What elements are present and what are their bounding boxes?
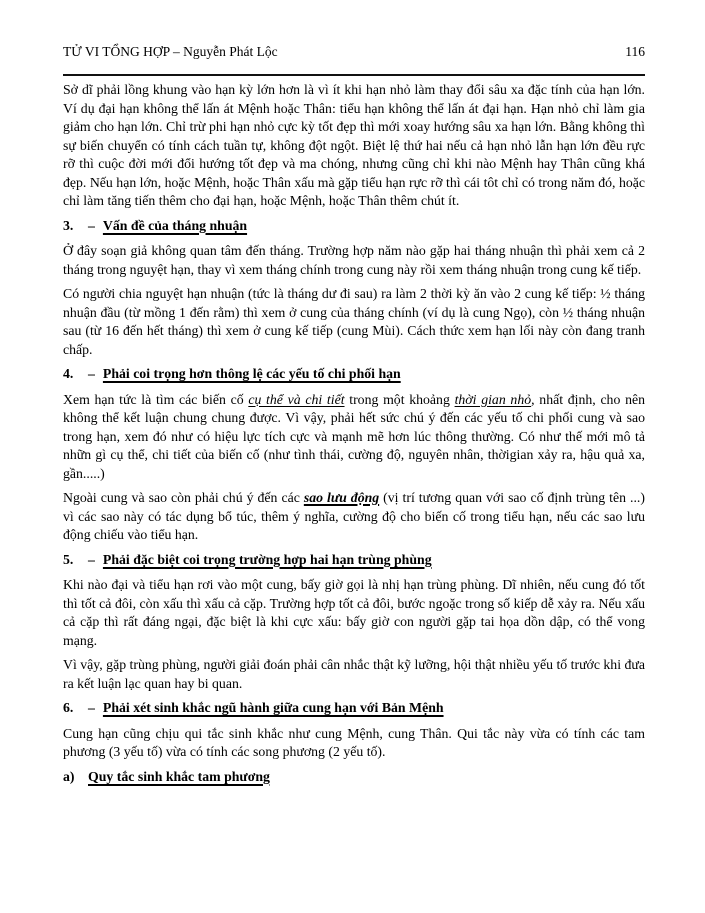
paragraph <box>63 489 645 545</box>
dash: – <box>88 366 95 381</box>
paragraph-text: Khi nào đại và tiểu hạn rơi vào một cung, bấy giờ gọi là nhị hạn trùng phùng. Dĩ nhiên, nếu cung đó tốt thì tốt cả đôi, còn xấu thì xấu cả cặp. Trường hợp tốt cả đôi, bước ngoặc trong số kiếp dễ xảy ra. Nếu xấu cả cặp thì rất đáng ngại, đặc biệt là khi cực xấu: bấy giờ con người gặp tai họa dồn dập, có thể vong mạng. <box>63 577 645 648</box>
subsection-heading-a <box>63 768 645 787</box>
paragraph <box>63 725 645 762</box>
paragraph <box>63 285 645 359</box>
section-number: 5. <box>63 551 74 567</box>
paragraph-text: , nhất định, cho nên không thể kết luận chung chung được. Vì vậy, phải hết sức chú ý đến các yếu tố chi phối cung và sao trong hạn, xem đó như có hiệu lực tích cực và mạnh mẽ hơn lúc thông thường. Có như thế mới mô tả nhữn gì cụ thể, chi tiết của biến cố (như tình thái, cường độ, nguyên nhân, thờigian xảy ra, hậu quả xa, gần.....) <box>63 391 645 481</box>
header-divider <box>63 74 645 76</box>
page-header <box>63 43 645 60</box>
section-heading-6 <box>63 699 645 718</box>
dash: – <box>88 551 95 567</box>
paragraph <box>63 242 645 279</box>
paragraph <box>63 656 645 693</box>
paragraph-text: Sở dĩ phải lồng khung vào hạn kỳ lớn hơn là vì ít khi hạn nhỏ làm thay đổi sâu xa đặc tính của hạn lớn. Ví dụ đại hạn không thể lấn át Mệnh hoặc Thân: tiểu hạn không thể lấn át đại hạn. Hạn nhỏ chỉ làm gia giảm cho hạn lớn. Chỉ trừ phi hạn nhỏ cực kỳ tốt đẹp thì mới xoay hướng sâu xa hạn lớn. Bằng không thì sự biến chuyển có tính cách tuần tự, không đột ngột. Biệt lệ thứ hai nếu cả hạn nhỏ lẫn hạn lớn đều rực rỡ thì cuộc đời mới đổi hướng tốt đẹp và ma chóng, nhưng cũng chỉ khi nào Mệnh hay Thân cũng khá đẹp. Nếu hạn lớn, hoặc Mệnh, hoặc Thân xấu mà gặp tiểu hạn rực rỡ thì cái tôt chỉ có trong năm đó, hoặc chỉ làm tăng tiến thêm cho đại hạn, hoặc Mệnh, hoặc Thân thêm chút ít. <box>63 82 645 208</box>
emphasized-phrase: thời gian nhỏ <box>454 391 532 407</box>
paragraph <box>63 576 645 650</box>
section-heading-5 <box>63 551 645 570</box>
paragraph-text: Xem hạn tức là tìm các biến cố <box>63 391 249 407</box>
paragraph-text: Ở đây soạn giả không quan tâm đến tháng. Trường hợp năm nào gặp hai tháng nhuận thì phải xem cả 2 tháng trong nguyệt hạn, thay vì xem tháng chính trong cung này rồi xem tháng nhuận trong cung kế tiếp. <box>63 243 645 277</box>
paragraph-text: Có người chia nguyệt hạn nhuận (tức là tháng dư đi sau) ra làm 2 thời kỳ ăn vào 2 cung kế tiếp: ½ tháng nhuận đầu (từ mồng 1 đến rằm) thì xem ở cung của tháng chính (ví dụ là cung Ngọ), còn ½ tháng nhuận sau (từ 16 đến hết tháng) thì xem ở cung kế tiếp (cung Mùi). Cách thức xem hạn lối này còn đang tranh chấp. <box>63 286 645 357</box>
section-number: 4. <box>63 366 74 381</box>
subsection-letter: a) <box>63 768 75 784</box>
section-title: Vấn đề của tháng nhuận <box>102 217 248 233</box>
paragraph-text: trong một khoảng <box>344 391 455 407</box>
paragraph-intro <box>63 81 645 211</box>
paragraph-text: (vị trí tương quan với sao cố định trùng tên ...) vì các sao này có tác dụng bổ túc, thêm ý nghĩa, cường độ cho biến cố trong tiểu hạn, nếu các sao lưu động chiếu vào tiểu hạn. <box>63 490 645 542</box>
page-body <box>63 81 645 786</box>
paragraph-text: Ngoài cung và sao còn phải chú ý đến các <box>63 490 304 505</box>
page-number: 116 <box>625 44 645 59</box>
section-number: 3. <box>63 217 74 233</box>
section-title: Phải coi trọng hơn thông lệ các yếu tố chi phối hạn <box>102 366 401 381</box>
section-number: 6. <box>63 700 74 715</box>
paragraph-text: Cung hạn cũng chịu qui tắc sinh khắc như cung Mệnh, cung Thân. Qui tắc này vừa có tính các tam phương (3 yếu tố) vừa có tính các song phương (2 yếu tố). <box>63 725 645 759</box>
emphasized-phrase: sao lưu động <box>303 490 380 505</box>
section-title: Phải xét sinh khắc ngũ hành giữa cung hạn với Bản Mệnh <box>102 700 444 715</box>
section-title: Phải đặc biệt coi trọng trường hợp hai hạn trùng phùng <box>102 551 432 567</box>
emphasized-phrase: cụ thể và chi tiết <box>248 391 345 407</box>
dash: – <box>88 700 95 715</box>
section-heading-3 <box>63 217 645 236</box>
section-heading-4 <box>63 365 645 384</box>
subsection-title: Quy tắc sinh khắc tam phương <box>88 768 270 784</box>
paragraph <box>63 391 645 484</box>
paragraph-text: Vì vậy, gặp trùng phùng, người giải đoán phải cân nhắc thật kỹ lưỡng, hội thật nhiều yếu tố trước khi đưa ra kết luận lạc quan hay bi quan. <box>63 657 645 691</box>
running-title: TỬ VI TỔNG HỢP – Nguyễn Phát Lộc <box>63 44 278 59</box>
dash: – <box>88 217 95 233</box>
